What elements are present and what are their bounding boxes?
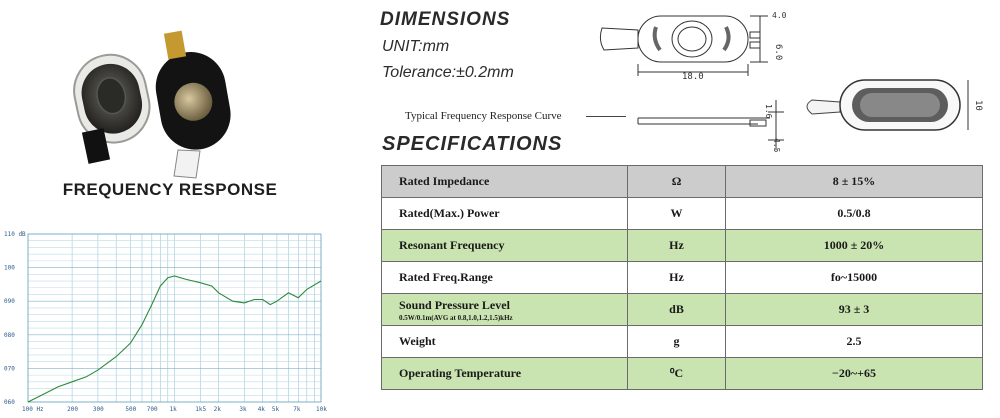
spec-value: 0.5/0.8 [726, 198, 983, 230]
x-tick-label: 500 [125, 406, 137, 413]
dim-lead-label: 4.5 [772, 138, 781, 153]
spec-unit: Hz [628, 230, 726, 262]
spec-unit: W [628, 198, 726, 230]
spec-value: fo~15000 [726, 262, 983, 294]
x-tick-label: 2k [213, 406, 221, 413]
spec-value: 93 ± 3 [726, 294, 983, 326]
spec-parameter-label: Sound Pressure Level [399, 297, 510, 312]
spec-value: 8 ± 15% [726, 166, 983, 198]
spec-unit: Ω [628, 166, 726, 198]
spec-value: 1000 ± 20% [726, 230, 983, 262]
spec-parameter [382, 326, 628, 358]
x-tick-label: 4k [257, 406, 265, 413]
spec-row [382, 166, 983, 198]
spec-parameter-note: 0.5W/0.1m(AVG at 0.8,1.0,1.2,1.5)kHz [399, 313, 513, 322]
specifications-title: SPECIFICATIONS [382, 133, 563, 155]
spec-parameter-label: Rated Freq.Range [399, 270, 493, 284]
spec-unit: ⁰C [628, 358, 726, 390]
dim-height-label: 6.0 [773, 44, 783, 61]
typical-curve-label: Typical Frequency Response Curve [405, 110, 562, 122]
spec-parameter-label: Rated(Max.) Power [399, 206, 500, 220]
dim-side-thickness-label: 1.6 [764, 104, 773, 119]
x-tick-label: 300 [92, 406, 104, 413]
x-tick-label: 100 Hz [22, 406, 44, 413]
y-tick-label: 060 [4, 399, 15, 406]
y-tick-label: 110 dB [4, 231, 26, 238]
perspective-view-drawing [807, 80, 968, 130]
x-tick-label: 200 [67, 406, 78, 413]
dim-width-right-label: 10 [973, 100, 983, 111]
x-tick-label: 3k [239, 406, 247, 413]
frequency-response-chart [0, 222, 328, 418]
x-tick-label: 10k [316, 406, 327, 413]
spec-parameter [382, 198, 628, 230]
dimensions-title: DIMENSIONS [380, 9, 511, 30]
x-tick-label: 1k5 [195, 406, 207, 413]
spec-row [382, 262, 983, 294]
product-photo [60, 30, 250, 180]
side-view-drawing [638, 100, 784, 150]
specifications-table [381, 165, 983, 390]
spec-row [382, 326, 983, 358]
spec-unit: dB [628, 294, 726, 326]
spec-unit: Hz [628, 262, 726, 294]
spec-row [382, 294, 983, 326]
spec-parameter [382, 358, 628, 390]
y-tick-label: 100 [4, 264, 15, 272]
spec-parameter [382, 230, 628, 262]
spec-parameter-label: Resonant Frequency [399, 238, 505, 252]
dimension-drawings [590, 0, 1000, 160]
spec-parameter [382, 294, 628, 326]
spec-parameter [382, 166, 628, 198]
dim-length-label: 18.0 [682, 72, 704, 82]
x-tick-label: 700 [146, 406, 158, 413]
spec-parameter-label: Operating Temperature [399, 366, 522, 380]
spec-row [382, 358, 983, 390]
chart-tick-labels [4, 231, 327, 413]
y-tick-label: 090 [4, 298, 15, 306]
dimensions-tolerance: Tolerance:±0.2mm [382, 64, 514, 81]
spec-parameter-label: Weight [399, 334, 436, 348]
spec-unit: g [628, 326, 726, 358]
spec-value: 2.5 [726, 326, 983, 358]
dim-top-right-label: 4.0 [772, 11, 787, 20]
spec-parameter-label: Rated Impedance [399, 174, 490, 188]
y-tick-label: 070 [4, 365, 15, 373]
frequency-response-title: FREQUENCY RESPONSE [62, 180, 278, 199]
y-tick-label: 080 [4, 331, 15, 339]
top-view-drawing [600, 16, 768, 76]
spec-row [382, 230, 983, 262]
x-tick-label: 5k [271, 406, 280, 413]
x-tick-label: 7k [293, 406, 301, 413]
dimensions-unit: UNIT:mm [382, 38, 450, 55]
spec-parameter [382, 262, 628, 294]
x-tick-label: 1k [169, 406, 177, 413]
spec-row [382, 198, 983, 230]
spec-value: −20~+65 [726, 358, 983, 390]
chart-grid [28, 234, 321, 402]
